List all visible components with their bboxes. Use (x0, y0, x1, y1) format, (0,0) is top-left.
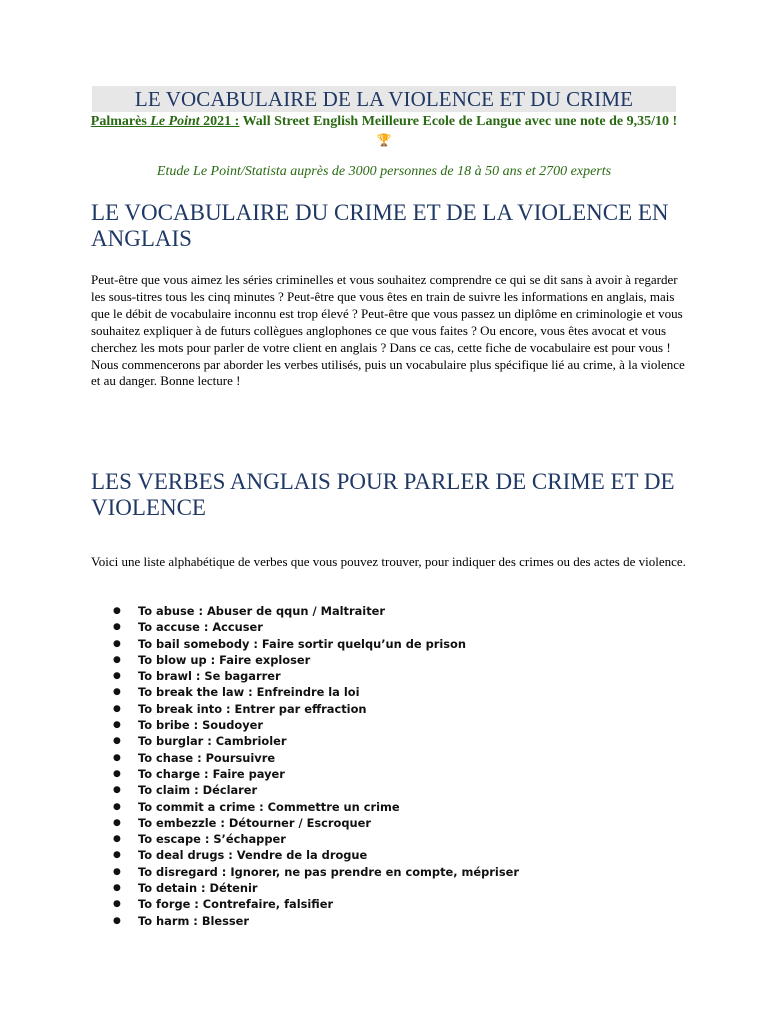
bullet-icon: ● (113, 866, 121, 877)
promo-palmares: Palmarès Le Point 2021 : (90, 114, 240, 129)
section-heading-verbs: LES VERBES ANGLAIS POUR PARLER DE CRIME ET DE VIOLENCE (91, 469, 675, 520)
promo-line (88, 113, 680, 151)
bullet-icon: ● (113, 785, 121, 796)
bullet-icon: ● (113, 622, 121, 633)
bullet-icon: ● (113, 768, 121, 779)
bullet-icon: ● (113, 703, 121, 714)
verbs-intro-paragraph: Voici une liste alphabétique de verbes que vous pouvez trouver, pour indiquer des crimes ou des actes de violence. (91, 554, 686, 569)
bullet-icon: ● (113, 915, 121, 926)
promo-source: Le Point (150, 114, 200, 129)
list-item: ● To escape : S’échapper (113, 832, 286, 847)
list-item: ● To brawl : Se bagarrer (113, 669, 281, 684)
list-item: ● To bail somebody : Faire sortir quelqu’un de prison (113, 636, 466, 651)
bullet-icon: ● (113, 638, 121, 649)
verb-list (113, 603, 673, 929)
list-item: ● To harm : Blesser (113, 913, 250, 928)
document-title: LE VOCABULAIRE DE LA VIOLENCE ET DU CRIME (92, 86, 676, 112)
list-item: ● To claim : Déclarer (113, 783, 258, 798)
bullet-icon: ● (113, 899, 121, 910)
list-item: ● To embezzle : Détourner / Escroquer (113, 815, 371, 830)
list-item: ● To deal drugs : Vendre de la drogue (113, 848, 368, 863)
intro-paragraph: Peut-être que vous aimez les séries criminelles et vous souhaitez comprendre ce qui se dit sans à avoir à regarder les sous-titres tous les cinq minutes ? Peut-être que vous êtes en train de suivre les informations en anglais, mais que le débit de vocabulaire inconnu est trop élevé ? Peut-être que vous passez un diplôme en criminologie et vous souhaitez expliquer à de futurs collègues anglophones ce que vous faites ? Ou encore, vous êtes avocat et vous cherchez les mots pour parler de votre client en anglais ? Dans ce cas, cette fiche de vocabulaire est pour vous ! Nous commencerons par aborder les verbes utilisés, puis un vocabulaire plus spécifique lié au crime, à la violence et au danger. Bonne lecture ! (91, 272, 685, 389)
list-item: ● To commit a crime : Commettre un crime (113, 799, 400, 814)
bullet-icon: ● (113, 850, 121, 861)
list-item: ● To charge : Faire payer (113, 766, 285, 781)
bullet-icon: ● (113, 834, 121, 845)
bullet-icon: ● (113, 736, 121, 747)
list-item: ● To abuse : Abuser de qqun / Maltraiter (113, 604, 385, 618)
bullet-icon: ● (113, 606, 121, 616)
bullet-icon: ● (113, 654, 121, 665)
bullet-icon: ● (113, 883, 121, 894)
section-heading-vocabulary: LE VOCABULAIRE DU CRIME ET DE LA VIOLENCE EN ANGLAIS (91, 200, 669, 251)
list-item: ● To accuse : Accuser (113, 620, 263, 635)
bullet-icon: ● (113, 801, 121, 812)
list-item: ● To bribe : Soudoyer (113, 718, 263, 733)
bullet-icon: ● (113, 752, 121, 763)
list-item: ● To detain : Détenir (113, 881, 258, 896)
list-item: ● To forge : Contrefaire, falsifier (113, 897, 334, 912)
promo-year: 2021 : (203, 114, 240, 129)
list-item: ● To disregard : Ignorer, ne pas prendre en compte, mépriser (113, 864, 519, 879)
bullet-icon: ● (113, 671, 121, 682)
list-item: ● To blow up : Faire exploser (113, 652, 311, 667)
study-note: Etude Le Point/Statista auprès de 3000 personnes de 18 à 50 ans et 2700 experts (156, 164, 612, 179)
list-item: ● To chase : Poursuivre (113, 750, 276, 765)
promo-text: Wall Street English Meilleure Ecole de Langue avec une note de 9,35/10 ! (242, 114, 678, 129)
bullet-icon: ● (113, 687, 121, 698)
trophy-icon: 🏆 (376, 133, 392, 147)
list-item: ● To break the law : Enfreindre la loi (113, 685, 360, 700)
bullet-icon: ● (113, 817, 121, 828)
list-item: ● To break into : Entrer par effraction (113, 701, 367, 716)
list-item: ● To burglar : Cambrioler (113, 734, 287, 749)
bullet-icon: ● (113, 720, 121, 731)
